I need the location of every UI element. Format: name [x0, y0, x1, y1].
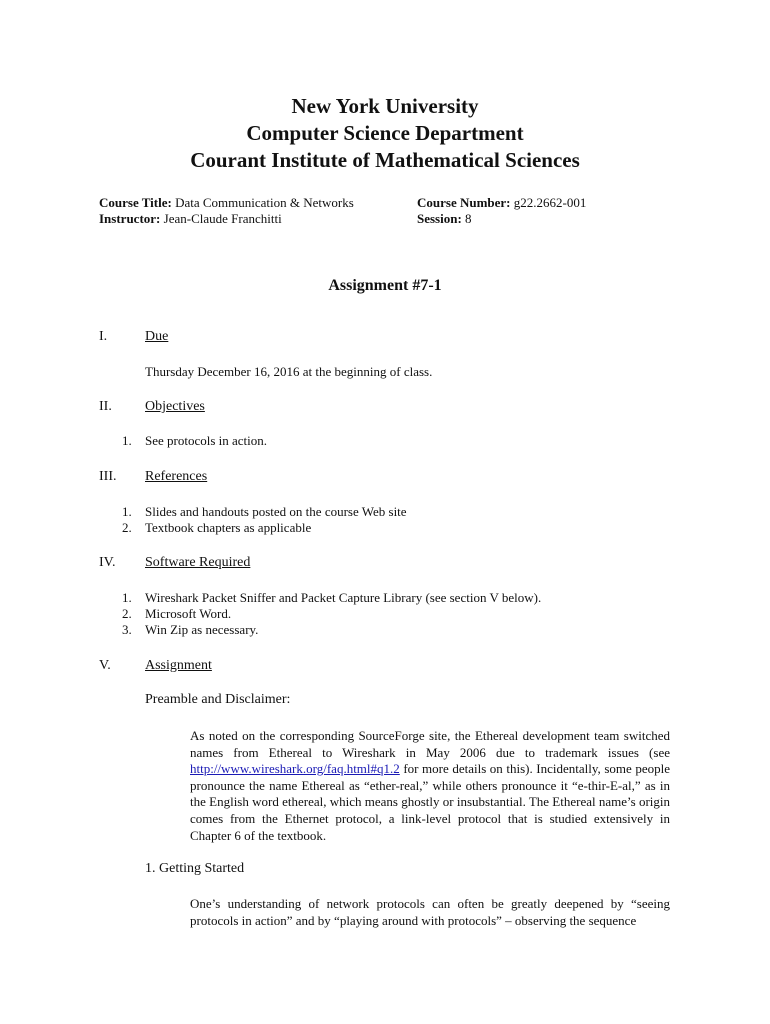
list-item [122, 504, 407, 520]
getting-started-paragraph: One’s understanding of network protocols can often be greatly deepened by “seeing protocols in action” and by “playing around with protocols” – observing the sequence [190, 896, 670, 928]
item-text: Wireshark Packet Sniffer and Packet Capture Library (see section V below). [145, 590, 542, 605]
item-text: See protocols in action. [145, 433, 268, 448]
list-item [122, 520, 407, 536]
item-number: 3. [122, 622, 132, 637]
due-date-text: Thursday December 16, 2016 at the beginning of class. [145, 364, 433, 379]
section-software-title: Software Required [145, 555, 251, 570]
preamble-text-end: for more details on this). Incidentally, some people pronounce the name Ethereal as “ether-real,” while others pronounce it “e-thir-E-al,” as in the English word ethereal, which means ghostly or insubstantial. The Ethereal name’s origin comes from the Ethernet protocol, a link-level protocol that is studied extensively in Chapter 6 of the textbook. [190, 761, 670, 843]
section-objectives-title: Objectives [145, 399, 205, 414]
wireshark-faq-link[interactable]: http://www.wireshark.org/faq.html#q1.2 [190, 761, 400, 777]
assignment-title: Assignment #7-1 [328, 277, 442, 294]
instructor-value: Jean-Claude Franchitti [163, 211, 282, 226]
course-info-right [417, 195, 586, 227]
course-number-label: Course Number: [417, 195, 511, 210]
item-number: 1. [122, 433, 132, 448]
references-list [122, 504, 407, 536]
list-item [122, 622, 541, 638]
session-label: Session: [417, 211, 462, 226]
preamble-heading: Preamble and Disclaimer: [145, 692, 291, 707]
session-value: 8 [465, 211, 472, 226]
instructor-label: Instructor: [99, 211, 161, 226]
getting-started-heading: 1. Getting Started [145, 861, 245, 876]
item-number: 1. [122, 504, 132, 519]
course-title-value: Data Communication & Networks [175, 195, 354, 210]
section-software-number: IV. [99, 555, 116, 570]
section-due-title: Due [145, 329, 169, 344]
item-text: Slides and handouts posted on the course Web site [145, 504, 407, 519]
section-objectives-number: II. [99, 399, 112, 414]
item-number: 2. [122, 520, 132, 535]
list-item [122, 606, 541, 622]
preamble-text-start: As noted on the corresponding SourceForge site, the Ethereal development team switched names from Ethereal to Wireshark in May 2006 due to trademark issues (see [190, 728, 670, 760]
objectives-list [122, 433, 267, 449]
preamble-paragraph [190, 728, 670, 844]
section-due-number: I. [99, 329, 108, 344]
section-assignment-number: V. [99, 658, 111, 673]
item-number: 2. [122, 606, 132, 621]
course-info-left [99, 195, 354, 227]
list-item [122, 590, 541, 606]
course-title-label: Course Title: [99, 195, 172, 210]
course-number-value: g22.2662-001 [513, 195, 587, 210]
university-name: New York University [291, 94, 479, 118]
section-assignment-title: Assignment [145, 658, 212, 673]
institute-name: Courant Institute of Mathematical Sciences [190, 148, 580, 172]
list-item [122, 433, 267, 449]
section-references-number: III. [99, 469, 117, 484]
item-text: Win Zip as necessary. [145, 622, 259, 637]
item-text: Textbook chapters as applicable [145, 520, 312, 535]
item-number: 1. [122, 590, 132, 605]
item-text: Microsoft Word. [145, 606, 232, 621]
department-name: Computer Science Department [246, 121, 524, 145]
section-references-title: References [145, 469, 208, 484]
software-list [122, 590, 541, 638]
